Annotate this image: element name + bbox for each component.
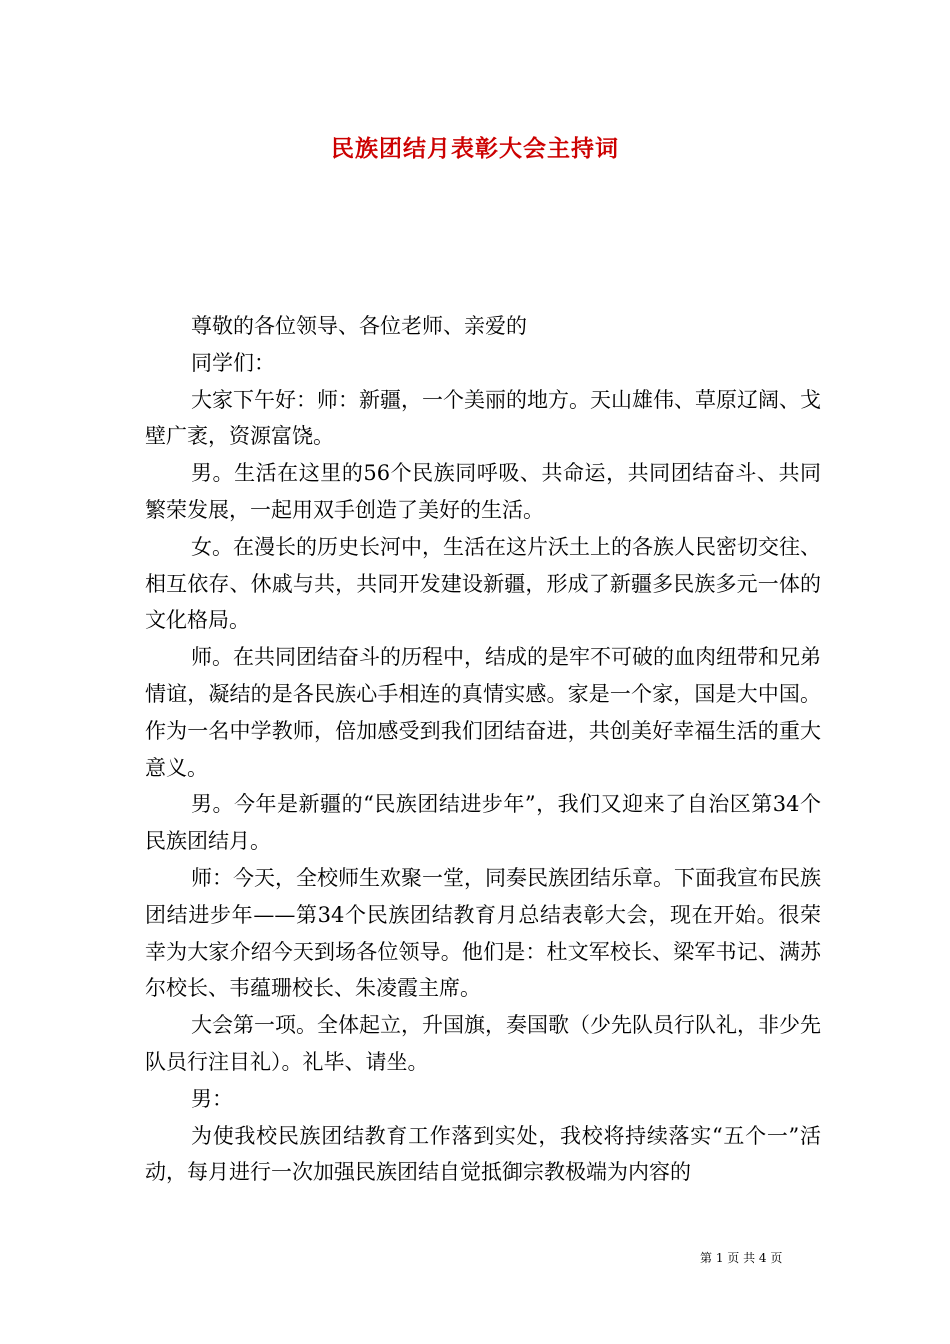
paragraph: 大会第一项。全体起立，升国旗，奏国歌（少先队员行队礼，非少先队员行注目礼）。礼毕、请坐。: [145, 1013, 821, 1074]
paragraph-salutation: 尊敬的各位领导、各位老师、亲爱的: [191, 314, 527, 338]
paragraph: 师：今天，全校师生欢聚一堂，同奏民族团结乐章。下面我宣布民族团结进步年——第34个民族团结教育月总结表彰大会，现在开始。很荣幸为大家介绍今天到场各位领导。他们是：杜文军校长、梁军书记、满苏尔校长、韦蕴珊校长、朱凌霞主席。: [145, 865, 821, 1001]
paragraph: 男：: [191, 1086, 233, 1111]
paragraph: 男。今年是新疆的“民族团结进步年”，我们又迎来了自治区第34个民族团结月。: [145, 792, 821, 854]
page-title: 民族团结月表彰大会主持词: [331, 135, 619, 162]
paragraph: 男。生活在这里的56个民族同呼吸、共命运，共同团结奋斗、共同繁荣发展，一起用双手创造了美好的生活。: [145, 461, 821, 522]
document-body: [145, 308, 821, 1191]
paragraph: 大家下午好：师：新疆，一个美丽的地方。天山雄伟、草原辽阔、戈壁广袤，资源富饶。: [145, 387, 821, 449]
paragraph-salutation-continued: 同学们：: [191, 350, 275, 375]
paragraph: 师。在共同团结奋斗的历程中，结成的是牢不可破的血肉纽带和兄弟情谊，凝结的是各民族心手相连的真情实感。家是一个家，国是大中国。作为一名中学教师，倍加感受到我们团结奋进，共创美好幸福生活的重大意义。: [145, 645, 821, 780]
page-number: 第 1 页 共 4 页: [700, 1251, 783, 1265]
paragraph: 女。在漫长的历史长河中，生活在这片沃土上的各族人民密切交往、相互依存、休戚与共，共同开发建设新疆，形成了新疆多民族多元一体的文化格局。: [145, 534, 821, 633]
paragraph: 为使我校民族团结教育工作落到实处，我校将持续落实“五个一”活动，每月进行一次加强民族团结自觉抵御宗教极端为内容的: [145, 1123, 821, 1185]
